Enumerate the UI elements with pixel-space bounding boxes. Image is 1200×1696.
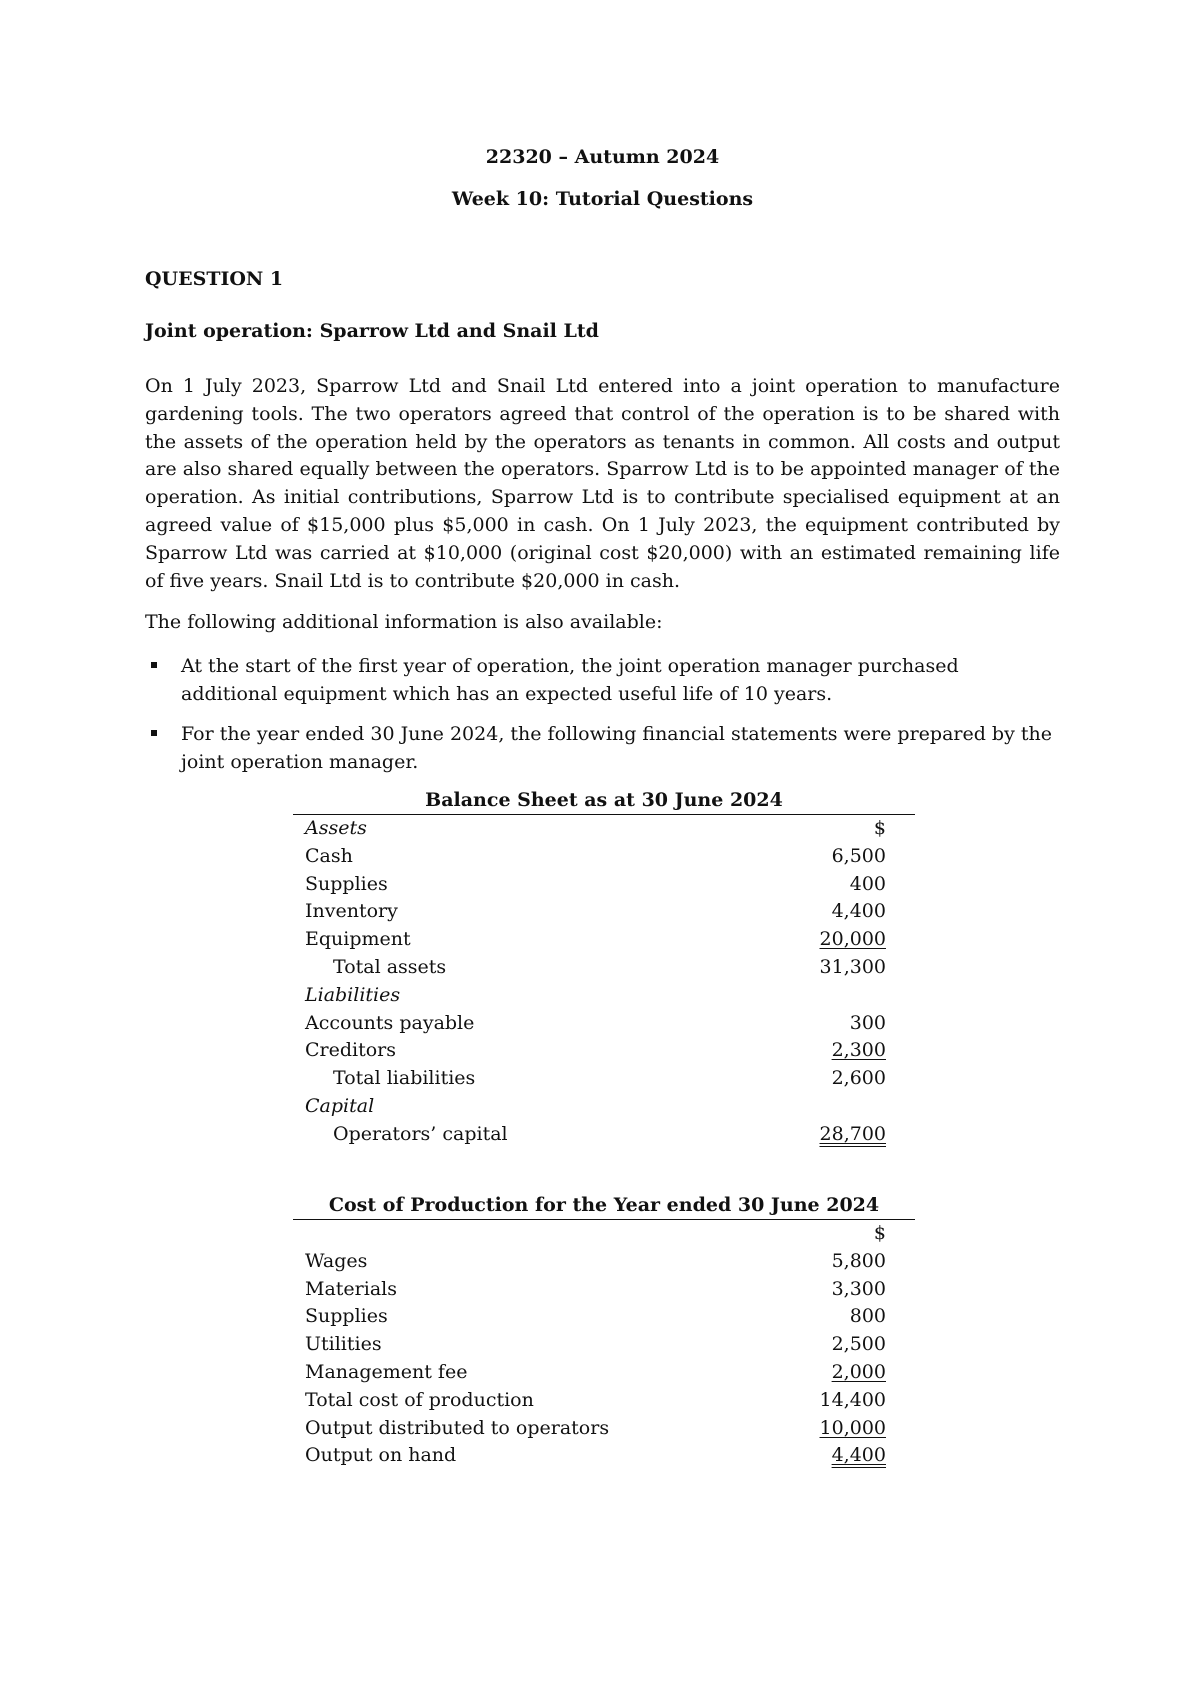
question-paragraph: On 1 July 2023, Sparrow Ltd and Snail Ltd entered into a joint operation to manufacture gardening tools. The two operators agreed that control of the operation is to be shared with the assets of the operation held by the operators as tenants in common. All costs and output are also shared equally between the operators. Sparrow Ltd is to be appointed manager of the operation. As initial contributions, Sparrow Ltd is to contribute specialised equipment at an agreed value of $15,000 plus $5,000 in cash. On 1 July 2023, the equipment contributed by Sparrow Ltd was carried at $10,000 (original cost $20,000) with an estimated remaining life of five years. Snail Ltd is to contribute $20,000 in cash. bbox=[145, 375, 1060, 592]
row-label: Equipment bbox=[305, 928, 411, 951]
row-label: Output on hand bbox=[305, 1444, 457, 1467]
row-value: 3,300 bbox=[831, 1277, 886, 1300]
row-value: 31,300 bbox=[819, 955, 886, 978]
row-label: Total cost of production bbox=[305, 1388, 534, 1411]
row-label: Materials bbox=[305, 1277, 397, 1300]
row-label: Cash bbox=[305, 844, 353, 867]
table-row bbox=[293, 1093, 915, 1121]
bullet-item bbox=[145, 721, 1060, 777]
row-label: Total liabilities bbox=[333, 1067, 476, 1090]
row-label: Wages bbox=[305, 1249, 368, 1272]
row-value: 800 bbox=[849, 1305, 886, 1328]
week-heading: Week 10: Tutorial Questions bbox=[451, 188, 754, 210]
assets-heading: Assets bbox=[305, 817, 367, 839]
cost-of-production-title: Cost of Production for the Year ended 30 June 2024 bbox=[293, 1191, 915, 1220]
row-label: Output distributed to operators bbox=[305, 1416, 610, 1439]
cost-of-production-table bbox=[293, 1191, 915, 1470]
currency-header: $ bbox=[873, 817, 886, 839]
row-value: 14,400 bbox=[819, 1388, 886, 1411]
row-label: Operators’ capital bbox=[333, 1122, 508, 1145]
table-row bbox=[293, 1359, 915, 1387]
question-subtitle: Joint operation: Sparrow Ltd and Snail Ltd bbox=[145, 320, 599, 342]
table-row bbox=[293, 982, 915, 1010]
row-label: Accounts payable bbox=[305, 1011, 475, 1034]
question-label: QUESTION 1 bbox=[145, 268, 284, 290]
bullet-text: At the start of the first year of operation, the joint operation manager purchased additional equipment which has an expected useful life of 10 years. bbox=[181, 655, 959, 705]
row-label: Inventory bbox=[305, 900, 398, 923]
row-label: Management fee bbox=[305, 1360, 468, 1383]
table-row bbox=[293, 1442, 915, 1470]
row-value: 6,500 bbox=[831, 844, 886, 867]
row-value: 2,500 bbox=[831, 1333, 886, 1356]
table-row bbox=[293, 1037, 915, 1065]
table-row bbox=[293, 1220, 915, 1248]
table-row bbox=[293, 1331, 915, 1359]
table-row bbox=[293, 1065, 915, 1093]
row-value: 300 bbox=[849, 1011, 886, 1034]
row-value: 2,300 bbox=[831, 1039, 886, 1062]
row-label: Creditors bbox=[305, 1039, 397, 1062]
table-row bbox=[293, 843, 915, 871]
table-row bbox=[293, 1415, 915, 1443]
row-value: 4,400 bbox=[831, 1444, 886, 1467]
liabilities-heading: Liabilities bbox=[305, 983, 401, 1006]
row-label: Supplies bbox=[305, 872, 388, 895]
row-label: Total assets bbox=[333, 955, 447, 978]
table-row bbox=[293, 871, 915, 899]
table-row bbox=[293, 1303, 915, 1331]
capital-heading: Capital bbox=[305, 1094, 375, 1117]
table-row bbox=[293, 815, 915, 843]
row-value: 2,600 bbox=[831, 1067, 886, 1090]
table-row bbox=[293, 1121, 915, 1149]
bullet-item bbox=[145, 653, 1060, 709]
square-bullet-icon bbox=[151, 662, 157, 668]
table-row bbox=[293, 898, 915, 926]
square-bullet-icon bbox=[151, 730, 157, 736]
course-heading: 22320 – Autumn 2024 bbox=[485, 146, 720, 168]
balance-sheet-table bbox=[293, 786, 915, 1149]
additional-info-intro: The following additional information is also available: bbox=[145, 611, 663, 633]
row-value: 20,000 bbox=[819, 928, 886, 951]
table-row bbox=[293, 1276, 915, 1304]
row-value: 4,400 bbox=[831, 900, 886, 923]
row-value: 10,000 bbox=[819, 1416, 886, 1439]
currency-header: $ bbox=[873, 1222, 886, 1244]
balance-sheet-title: Balance Sheet as at 30 June 2024 bbox=[293, 786, 915, 815]
table-row bbox=[293, 954, 915, 982]
row-label: Utilities bbox=[305, 1333, 382, 1356]
table-row bbox=[293, 1387, 915, 1415]
table-row bbox=[293, 1010, 915, 1038]
bullet-text: For the year ended 30 June 2024, the following financial statements were prepared by the joint operation manager. bbox=[181, 723, 1052, 773]
row-value: 5,800 bbox=[831, 1249, 886, 1272]
row-value: 400 bbox=[849, 872, 886, 895]
row-value: 2,000 bbox=[831, 1360, 886, 1383]
row-label: Supplies bbox=[305, 1305, 388, 1328]
table-row bbox=[293, 1248, 915, 1276]
table-row bbox=[293, 926, 915, 954]
row-value: 28,700 bbox=[819, 1122, 886, 1145]
